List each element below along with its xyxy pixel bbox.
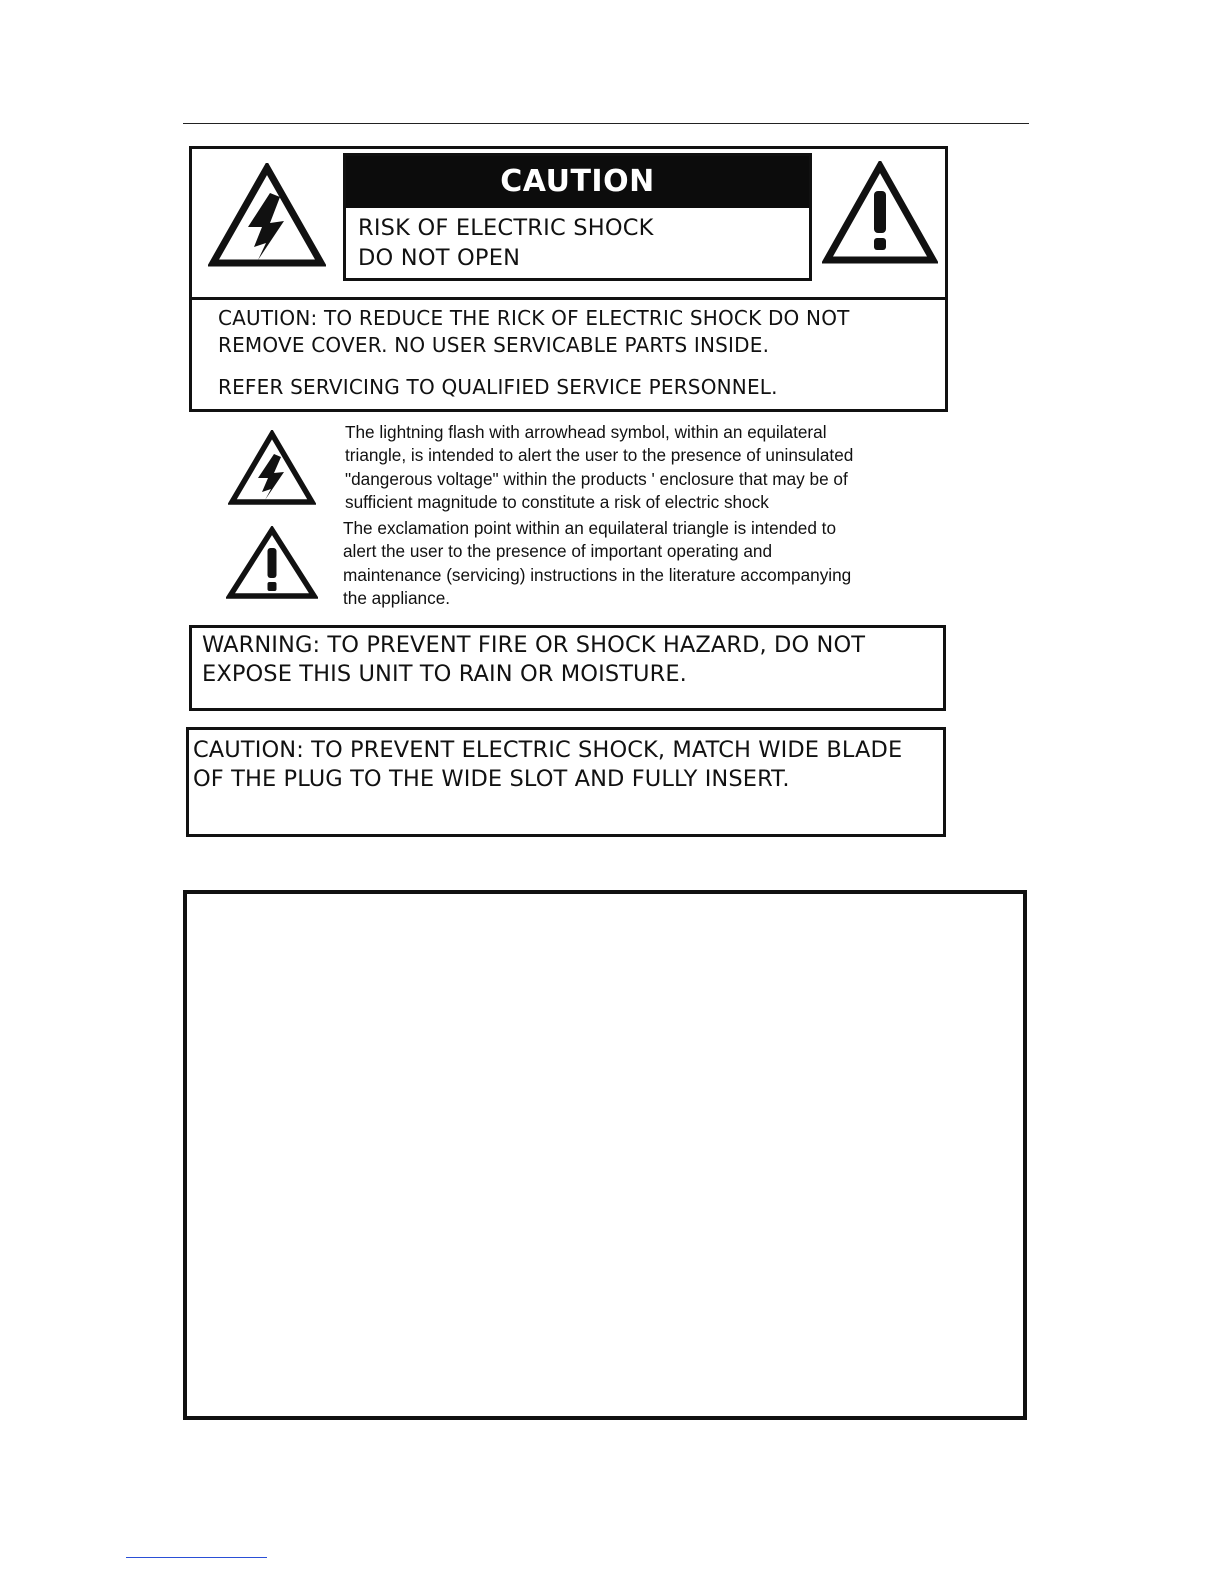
caution-risk-text: RISK OF ELECTRIC SHOCK bbox=[358, 215, 654, 241]
exclamation-triangle-icon bbox=[226, 526, 318, 600]
caution-label-top bbox=[192, 149, 945, 300]
caution-notice bbox=[218, 305, 928, 401]
caution-notice-line: REMOVE COVER. NO USER SERVICABLE PARTS INSIDE. bbox=[218, 333, 770, 357]
warning-line: WARNING: TO PREVENT FIRE OR SHOCK HAZARD, DO NOT bbox=[202, 632, 866, 658]
explanation-line: sufficient magnitude to constitute a risk of electric shock bbox=[345, 492, 769, 513]
warning-box bbox=[189, 625, 946, 711]
plug-caution-box bbox=[186, 727, 946, 837]
caution-do-not-open-text: DO NOT OPEN bbox=[358, 245, 521, 271]
plug-caution-line: CAUTION: TO PREVENT ELECTRIC SHOCK, MATCH WIDE BLADE bbox=[193, 737, 903, 763]
caution-notice-line: REFER SERVICING TO QUALIFIED SERVICE PERSONNEL. bbox=[218, 375, 778, 399]
explanation-line: The lightning flash with arrowhead symbol, within an equilateral bbox=[345, 422, 827, 442]
exclamation-symbol-explanation bbox=[343, 517, 923, 611]
header-rule bbox=[183, 123, 1029, 124]
exclamation-triangle-icon bbox=[822, 161, 938, 265]
explanation-line: "dangerous voltage" within the products ' enclosure that may be of bbox=[345, 468, 848, 489]
lightning-triangle-icon bbox=[228, 430, 316, 506]
caution-notice-line: CAUTION: TO REDUCE THE RICK OF ELECTRIC SHOCK DO NOT bbox=[218, 306, 850, 330]
caution-heading: CAUTION bbox=[346, 156, 809, 208]
explanation-line: maintenance (servicing) instructions in the literature accompanying bbox=[343, 564, 852, 585]
explanation-line: alert the user to the presence of important operating and bbox=[343, 541, 772, 562]
warning-line: EXPOSE THIS UNIT TO RAIN OR MOISTURE. bbox=[202, 661, 687, 687]
lightning-symbol-explanation bbox=[345, 421, 925, 515]
footer-link-underline bbox=[126, 1557, 267, 1558]
explanation-line: the appliance. bbox=[343, 588, 451, 609]
explanation-line: triangle, is intended to alert the user to the presence of uninsulated bbox=[345, 445, 854, 466]
empty-bordered-frame bbox=[183, 890, 1027, 1420]
plug-caution-line: OF THE PLUG TO THE WIDE SLOT AND FULLY INSERT. bbox=[193, 766, 790, 792]
explanation-line: The exclamation point within an equilateral triangle is intended to bbox=[343, 518, 837, 538]
caution-sign bbox=[343, 153, 812, 281]
plug-caution-text bbox=[193, 736, 941, 794]
caution-sign-body bbox=[346, 208, 809, 273]
warning-text bbox=[202, 631, 938, 689]
lightning-triangle-icon bbox=[208, 163, 326, 268]
caution-label-box bbox=[189, 146, 948, 412]
